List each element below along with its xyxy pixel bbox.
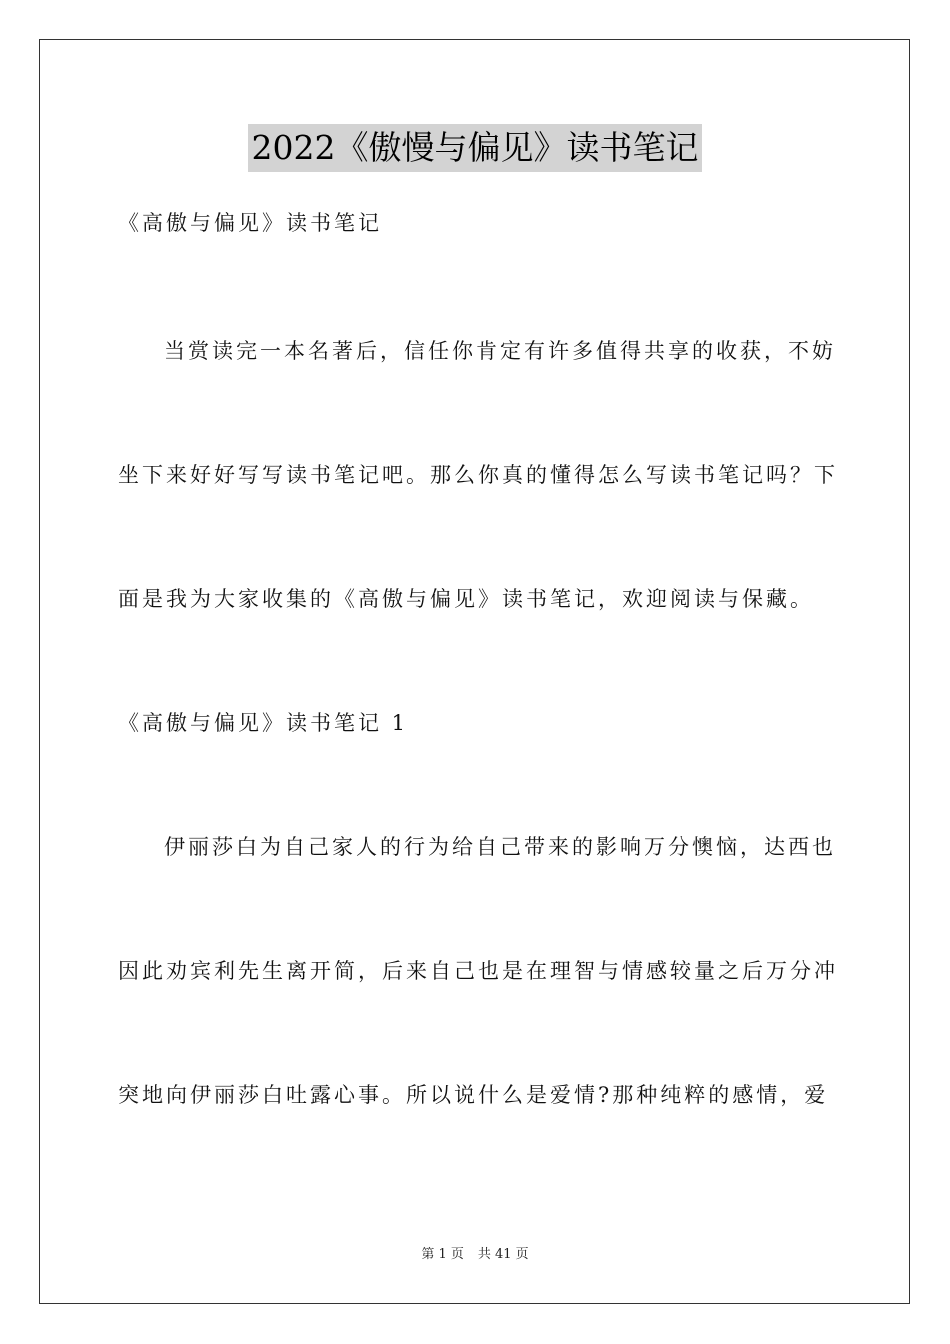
paragraph-1-line-2: 坐下来好好写写读书笔记吧。那么你真的懂得怎么写读书笔记吗？下 xyxy=(118,463,838,487)
page-footer xyxy=(0,1246,950,1264)
document-title: 2022《傲慢与偏见》读书笔记 xyxy=(248,124,703,172)
paragraph-1-line-1: 当赏读完一本名著后，信任你肯定有许多值得共享的收获，不妨 xyxy=(164,339,836,363)
page-number: 第 1 页 xyxy=(421,1247,464,1262)
section-1-heading: 《高傲与偏见》读书笔记 1 xyxy=(118,711,409,735)
paragraph-2-line-2: 因此劝宾利先生离开简，后来自己也是在理智与情感较量之后万分冲 xyxy=(118,959,838,983)
document-subtitle: 《高傲与偏见》读书笔记 xyxy=(118,211,382,235)
paragraph-2-line-3: 突地向伊丽莎白吐露心事。所以说什么是爱情?那种纯粹的感情，爱 xyxy=(118,1083,829,1107)
paragraph-1-line-3: 面是我为大家收集的《高傲与偏见》读书笔记，欢迎阅读与保藏。 xyxy=(118,587,814,611)
title-container xyxy=(0,124,950,172)
total-pages: 共 41 页 xyxy=(477,1247,529,1262)
paragraph-2-line-1: 伊丽莎白为自己家人的行为给自己带来的影响万分懊恼，达西也 xyxy=(164,835,836,859)
